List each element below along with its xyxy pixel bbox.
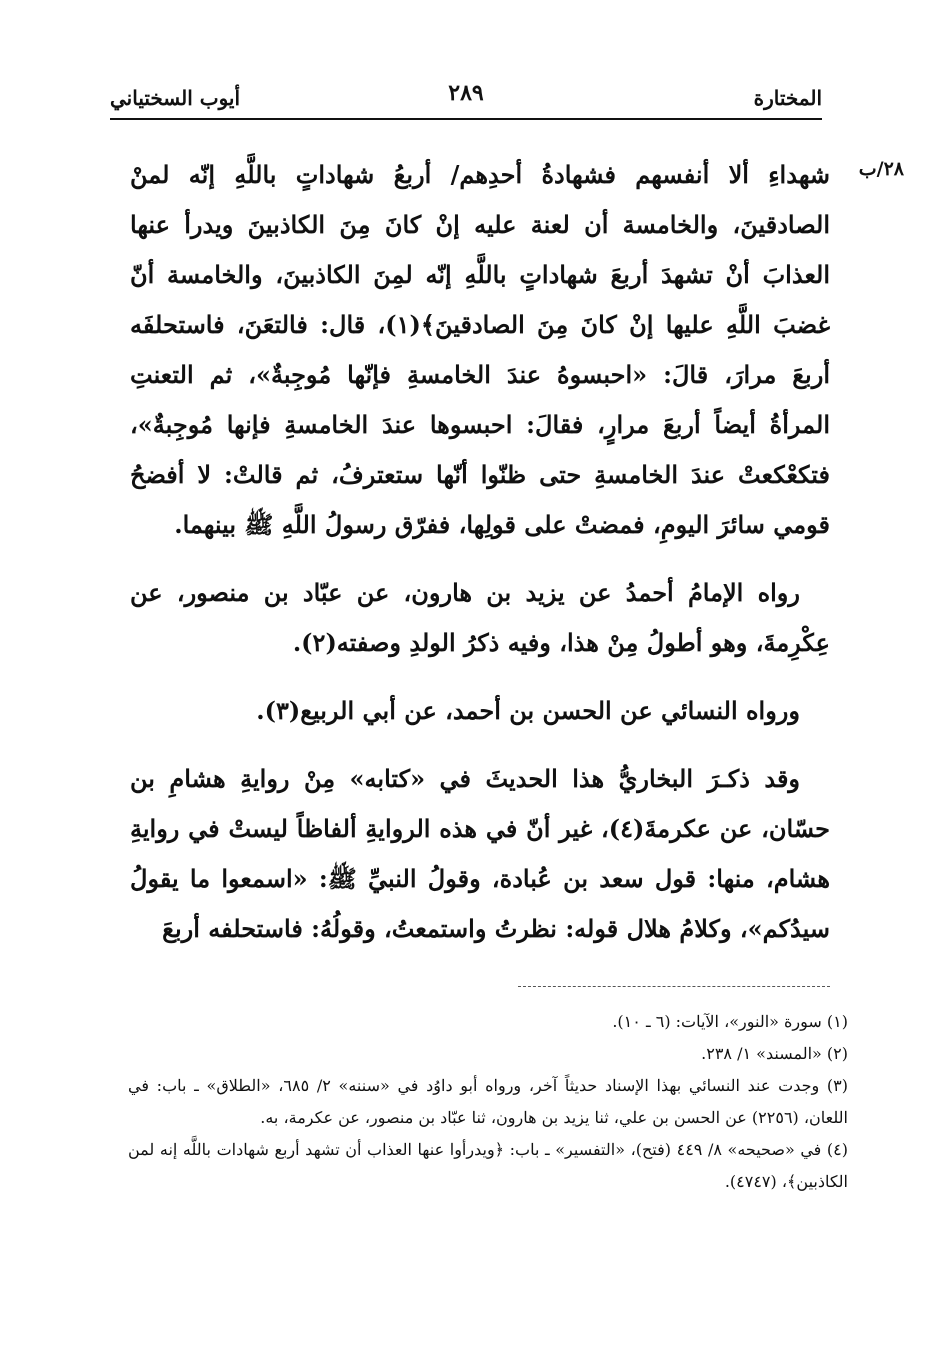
body-paragraph: وقد ذكـرَ البخاريُّ هذا الحديثَ في «كتابه» مِنْ روايةِ هشامِ بن حسّان، عن عكرمةَ(٤)، غير أنّ في هذه الروايةِ ألفاظاً ليستْ في روايةِ هشام، منها: قول سعد بن عُبادة، وقولُ النبيِّ ﷺ: «اسمعوا ما يقولُ سيدُكم»، وكلامُ هلال قوله: نظرتُ واستمعتُ، وقولُهُ: فاستحلفه أربعَ: [130, 764, 831, 943]
running-head-section-title: أيوب السختياني: [110, 86, 241, 110]
page-header: [110, 78, 822, 118]
manuscript-folio-marker: ٢٨/ب: [858, 158, 904, 180]
body-paragraph: شهداءِ ألا أنفسهم فشهادةُ أحدِهم/ أربعُ شهاداتٍ باللَّهِ إنّه لمنْ الصادقينَ، والخامسة أن لعنة عليه إنْ كانَ مِنَ الكاذبينَ ويدرأ عنها العذابَ أنْ تشهدَ أربعَ شهاداتٍ باللَّهِ إنّه لمِنَ الكاذبينَ، والخامسة أنّ غضبَ اللَّهِ عليها إنْ كانَ مِنَ الصادقينَ﴾(١)، قال: فالتعَنَ، فاستحلفَه أربعَ مرارَ، قالَ: «احبسوهُ عندَ الخامسةِ فإنّها مُوجِبةٌ»، ثم التعنتِ المرأةُ أيضاً أربعَ مرارٍ، فقالَ: احبسوها عندَ الخامسةِ فإنها مُوجِبةٌ»، فتكعْكعتْ عندَ الخامسةِ حتى ظنّوا أنّها ستعترفُ، ثم قالتْ: لا أفضحُ قومي سائرَ اليومِ، فمضتْ على قولِها، ففرّق رسولُ اللَّهِ ﷺ بينهما.: [130, 160, 831, 539]
footnote-2: (٢) «المسند» ١/ ٢٣٨.: [701, 1044, 848, 1063]
footnote-1: (١) سورة «النور»، الآيات: (٦ ـ ١٠).: [612, 1012, 848, 1031]
header-rule: [110, 118, 822, 120]
body-paragraph: ورواه النسائي عن الحسن بن أحمد، عن أبي الربيع(٣).: [256, 696, 800, 725]
footnote-3: (٣) وجدت عند النسائي بهذا الإسناد حديثاً آخر، ورواه أبو داوُد في «سننه» ٢/ ٦٨٥، «الطلاق» ـ باب: في اللعان، (٢٢٥٦) عن الحسن بن علي، ثنا يزيد بن هارون، ثنا عبّاد بن منصور، عن عكرمة، به.: [128, 1076, 848, 1127]
page-number: ٢٨٩: [448, 80, 484, 106]
footnote-separator: [518, 986, 830, 987]
body-paragraph: رواه الإمامُ أحمدُ عن يزيد بن هارون، عن عبّاد بن منصور، عن عِكْرِمةَ، وهو أطولُ مِنْ هذا، وفيه ذكرُ الولدِ وصفته(٢).: [130, 578, 830, 657]
footnote-4: (٤) في «صحيحه» ٨/ ٤٤٩ (فتح)، «التفسير» ـ باب: ﴿ويدرأوا عنها العذاب أن تشهد أربع شهادات باللَّه إنه لمن الكاذبين﴾، (٤٧٤٧).: [128, 1140, 848, 1191]
running-head-book-title: المختارة: [753, 86, 822, 110]
footnotes: [128, 1006, 848, 1198]
main-text: [130, 150, 830, 954]
